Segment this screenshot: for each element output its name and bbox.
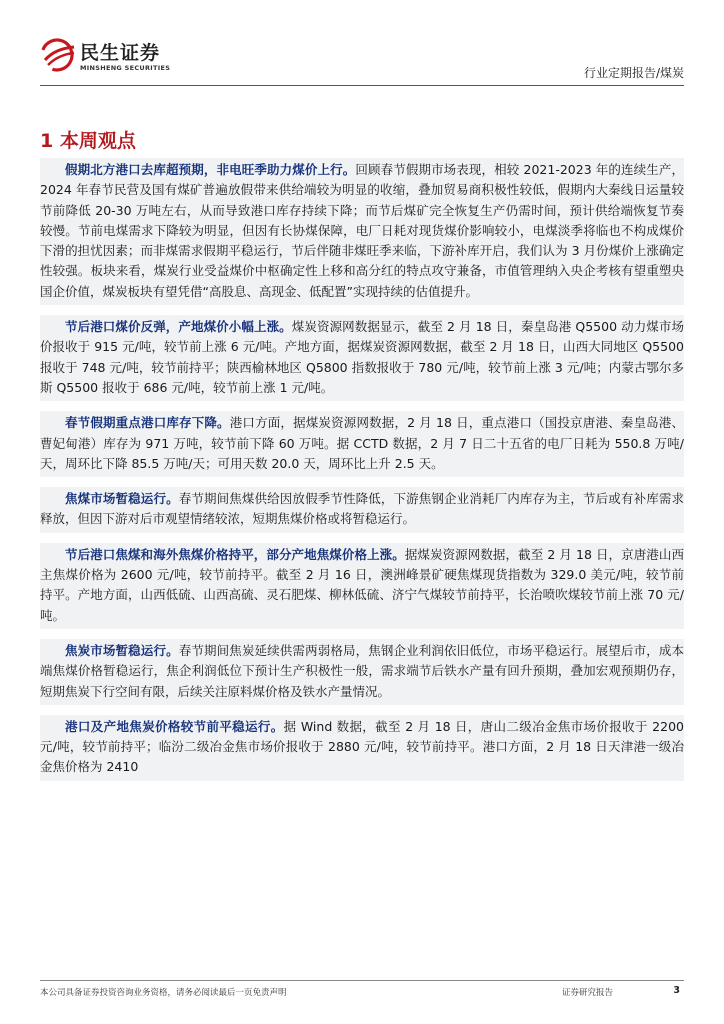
paragraph [40, 315, 684, 401]
minsheng-logo-mark-icon [40, 38, 76, 72]
paragraph-lead: 假期北方港口去库超预期，非电旺季助力煤价上行。 [65, 162, 356, 177]
logo-chinese-name: 民生证券 [80, 42, 161, 64]
paragraph-body: 回顾春节假期市场表现，相较 2021-2023 年的连续生产，2024 年春节民营及国有煤矿普遍放假带来供给端较为明显的收缩，叠加贸易商积极性较低，假期内大秦线日运量较节前降低 20-30 万吨左右，从而导致港口库存持续下降；而节后煤矿完全恢复生产仍需时间，预计供给端恢复节奏较慢。节前电煤需求下降较为明显，但因有长协煤保障，电厂日耗对现货煤价影响较小，电煤淡季将临也不构成煤价下滑的担忧因素；而非煤需求假期平稳运行，节后伴随非煤旺季来临，下游补库开启，我们认为 3 月份煤价上涨确定性较强。板块来看，煤炭行业受益煤价中枢确定性上移和高分红的特点攻守兼备，市值管理纳入央企考核有望重塑央国企价值，煤炭板块有望凭借“高股息、高现金、低配置”实现持续的估值提升。 [40, 162, 684, 299]
report-category: 行业定期报告/煤炭 [583, 66, 684, 80]
footer-disclaimer: 本公司具备证券投资咨询业务资格，请务必阅读最后一页免责声明 [40, 988, 287, 998]
header-divider [40, 85, 684, 86]
paragraph-body: 春节期间焦煤供给因放假季节性降低，下游焦钢企业消耗厂内库存为主，节后或有补库需求释放，但因下游对后市观望情绪较浓，短期焦煤价格或将暂稳运行。 [40, 491, 684, 527]
page-header [0, 0, 724, 90]
footer-divider [40, 980, 684, 981]
section-title: 1 本周观点 [40, 130, 136, 152]
paragraph-body: 春节期间焦炭延续供需两弱格局，焦钢企业利润依旧低位，市场平稳运行。展望后市，成本端焦煤价格暂稳运行，焦企利润低位下预计生产积极性一般，需求端节后铁水产量有回升预期，叠加宏观预期仍存，短期焦炭下行空间有限，后续关注原料煤价格及铁水产量情况。 [40, 642, 684, 699]
paragraph-lead: 焦炭市场暂稳运行。 [65, 642, 179, 658]
paragraph-body: 煤炭资源网数据显示，截至 2 月 18 日，秦皇岛港 Q5500 动力煤市场价报收于 915 元/吨，较节前上涨 6 元/吨。产地方面，据煤炭资源网数据，截至 2 月 18 日，山西大同地区 Q5500 报收于 748 元/吨，较节前持平；陕西榆林地区 Q5800 指数报收于 780 元/吨，较节前上涨 3 元/吨；内蒙古鄂尔多斯 Q5500 报收于 686 元/吨，较节前上涨 1 元/吨。 [40, 319, 684, 395]
paragraph-lead: 春节假期重点港口库存下降。 [65, 415, 230, 431]
paragraph [40, 543, 684, 629]
footer-report-label: 证券研究报告 [562, 988, 614, 998]
paragraph-lead: 港口及产地焦炭价格较节前平稳运行。 [65, 718, 284, 734]
page-number: 3 [673, 985, 680, 996]
minsheng-logo [40, 38, 180, 80]
paragraph [40, 715, 684, 781]
paragraph-lead: 焦煤市场暂稳运行。 [65, 491, 179, 507]
paragraph-body: 据 Wind 数据，截至 2 月 18 日，唐山二级冶金焦市场价报收于 2200 元/吨，较节前持平；临汾二级冶金焦市场价报收于 2880 元/吨，较节前持平。港口方面，2 月 18 日天津港一级冶金焦价格为 2410 [40, 718, 684, 775]
paragraph [40, 639, 684, 705]
paragraph [40, 158, 684, 305]
paragraph-body: 据煤炭资源网数据，截至 2 月 18 日，京唐港山西主焦煤价格为 2600 元/吨，较节前持平。截至 2 月 16 日，澳洲峰景矿硬焦煤现货指数为 329.0 美元/吨，较节前持平。产地方面，山西低硫、山西高硫、灵石肥煤、柳林低硫、济宁气煤较节前持平，长治喷吹煤较节前上涨 70 元/吨。 [40, 546, 684, 623]
paragraph-lead: 节后港口焦煤和海外焦煤价格持平，部分产地焦煤价格上涨。 [65, 546, 405, 562]
paragraph [40, 487, 684, 533]
paragraph-body: 港口方面，据煤炭资源网数据，2 月 18 日，重点港口（国投京唐港、秦皇岛港、曹妃甸港）库存为 971 万吨，较节前下降 60 万吨。据 CCTD 数据，2 月 7 日二十五省的电厂日耗为 550.8 万吨/天，周环比下降 85.5 万吨/天；可用天数 20.0 天，周环比上升 2.5 天。 [40, 415, 684, 471]
paragraph-lead: 节后港口煤价反弹，产地煤价小幅上涨。 [65, 319, 292, 335]
logo-english-name: MINSHENG SECURITIES [80, 64, 171, 72]
body-content [40, 158, 684, 791]
paragraph [40, 411, 684, 477]
